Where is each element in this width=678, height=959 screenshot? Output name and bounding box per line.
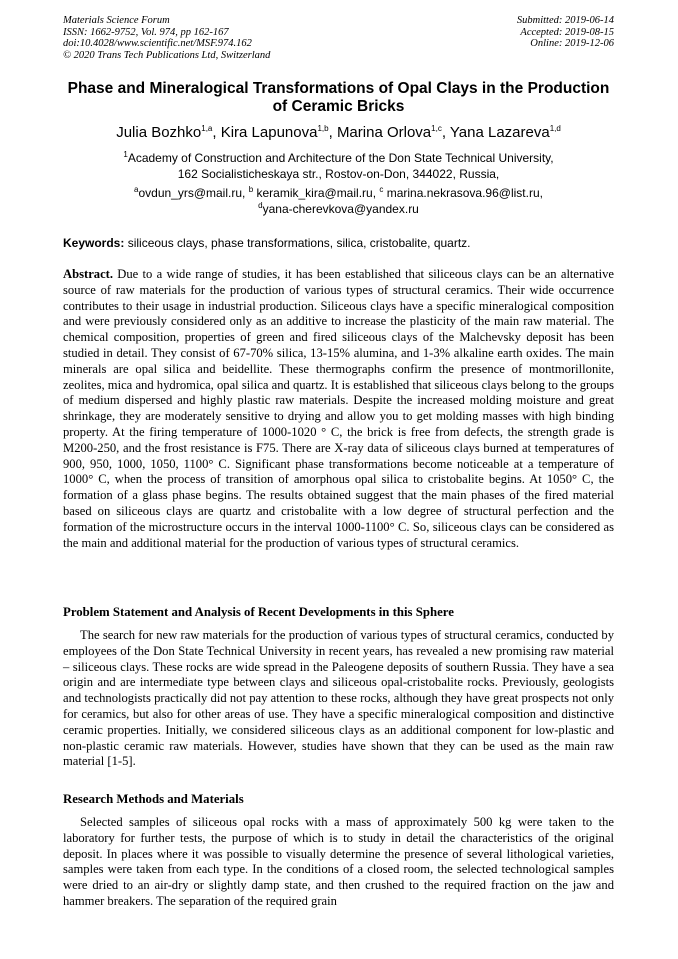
abstract-label: Abstract. xyxy=(63,267,114,281)
dates xyxy=(517,15,614,50)
issn: ISSN: 1662-9752, Vol. 974, pp 162-167 xyxy=(63,26,229,38)
keywords-text: siliceous clays, phase transformations, silica, cristobalite, quartz. xyxy=(124,236,471,250)
email-sup: b xyxy=(248,185,254,194)
keywords xyxy=(63,236,614,250)
aff-line: 162 Socialisticheskaya str., Rostov-on-Don, 344022, Russia, xyxy=(177,167,500,181)
accepted-date: Accepted: 2019-08-15 xyxy=(520,26,614,38)
author-sup: 1,c xyxy=(431,124,442,133)
online-date: Online: 2019-12-06 xyxy=(530,38,614,49)
journal-info xyxy=(63,15,270,61)
aff-line: Academy of Construction and Architecture of the Don State Technical University, xyxy=(127,151,554,165)
emails xyxy=(63,185,614,217)
author-sup: 1,a xyxy=(201,124,213,133)
author: Marina Orlova xyxy=(336,124,432,141)
email-sup: c xyxy=(379,185,384,194)
journal-name: Materials Science Forum xyxy=(63,15,170,26)
author-sup: 1,d xyxy=(549,124,561,133)
author: Kira Lapunova xyxy=(220,124,318,141)
copyright: © 2020 Trans Tech Publications Ltd, Switzerland xyxy=(63,49,271,61)
aff-sup: 1 xyxy=(123,150,128,159)
author: Yana Lazareva xyxy=(449,124,550,141)
section-heading: Research Methods and Materials xyxy=(63,792,244,806)
doi: doi:10.4028/www.scientific.net/MSF.974.162 xyxy=(63,38,252,49)
email: marina.nekrasova.96@list.ru, xyxy=(383,186,543,200)
abstract-text: Due to a wide range of studies, it has been established that siliceous clays can be an alternative source of raw materials for the production of various types of structural ceramics. Their wide occurrence contributes to their usage in industrial production. Siliceous clays have a specific mineralogical composition and were previously considered only as an additive to increase the plasticity of the main raw material. The chemical composition, properties of green and fired siliceous clays of the Malchevsky deposit has been studied in detail. They consist of 67-70% silica, 13-15% alumina, and 1-3% alkaline earth oxides. The main minerals are opal silica and beidellite. These thermographs confirm the presence of montmorillonite, zeolites, mica and hydromica, opal silica and quartz. It is established that siliceous clays belong to the groups of medium dispersed and highly plastic raw materials. Despite the increased molding moisture and great shrinkage, they are moderately sensitive to drying and allow you to get molding masses with high binding property. At the firing temperature of 1000-1020 ° C, the brick is free from defects, the strength grade is M200-250, and the frost resistance is F75. There are X-ray data of siliceous clays burned at temperatures of 900, 950, 1000, 1050, 1100° C. Significant phase transformations become noticeable at a temperature of 1000° C, when the process of transition of amorphous opal silica to cristobalite begins. At 1050° C, the formation of a glass phase begins. The results obtained suggest that the main phases of the fired material based on siliceous clays are quartz and cristobalite with a low degree of structural perfection and the formation of the microstructure occurs in the interval 1000-1100° C. So, siliceous clays can be considered as the main and additional material for the production of various types of structural ceramics. xyxy=(63,267,614,550)
author-sup: 1,b xyxy=(317,124,329,133)
submitted-date: Submitted: 2019-06-14 xyxy=(516,15,614,26)
paper-title: Phase and Mineralogical Transformations of Opal Clays in the Production of Ceramic Bricks xyxy=(67,80,610,115)
email: yana-cherevkova@yandex.ru xyxy=(262,202,419,216)
authors: Julia Bozhko$^{1,a}$, Kira Lapunova$^{1,b}$, Marina Orlova$^{1,c}$, Yana Lazareva$^{1,d}$ xyxy=(116,124,561,141)
keywords-label: Keywords: xyxy=(63,236,125,250)
email: ovdun_yrs@mail.ru, xyxy=(138,186,249,200)
section-heading: Problem Statement and Analysis of Recent Developments in this Sphere xyxy=(63,605,454,619)
author: Julia Bozhko xyxy=(116,124,202,141)
email-sup: a xyxy=(134,185,139,194)
section-paragraph: The search for new raw materials for the production of various types of structural ceramics, conducted by employees of the Don State Technical University in recent years, has revealed a new promising raw material – siliceous clays. These rocks are wide spread in the Paleogene deposits of southern Russia. They have a sea origin and are intermediate type between clays and siliceous opal-cristobalite rocks. Previously, geologists and technologists practically did not pay attention to these rocks, although they have great prospects not only for ceramics, but also for other areas of use. They have a specific mineralogical composition and distinctive ceramic properties. Initially, we considered siliceous clays as an additional component for low-plastic and non-plastic ceramic raw materials. However, studies have shown that they can be used as the main raw material [1-5]. xyxy=(63,628,614,769)
section-paragraph: Selected samples of siliceous opal rocks with a mass of approximately 500 kg were taken to the laboratory for further tests, the purpose of which is to study in detail the characteristics of the original deposit. In places where it was possible to visually determine the presence of several lithological varieties, samples were taken from each type. In the conditions of a closed room, the selected technological samples were dried to an air-dry or slightly damp state, and then crushed to the required fraction on the jaw and hammer breakers. The separation of the required grain xyxy=(63,815,614,908)
email: keramik_kira@mail.ru, xyxy=(253,186,380,200)
abstract xyxy=(63,267,614,551)
email-sup: d xyxy=(258,201,263,210)
affiliation xyxy=(63,150,614,182)
